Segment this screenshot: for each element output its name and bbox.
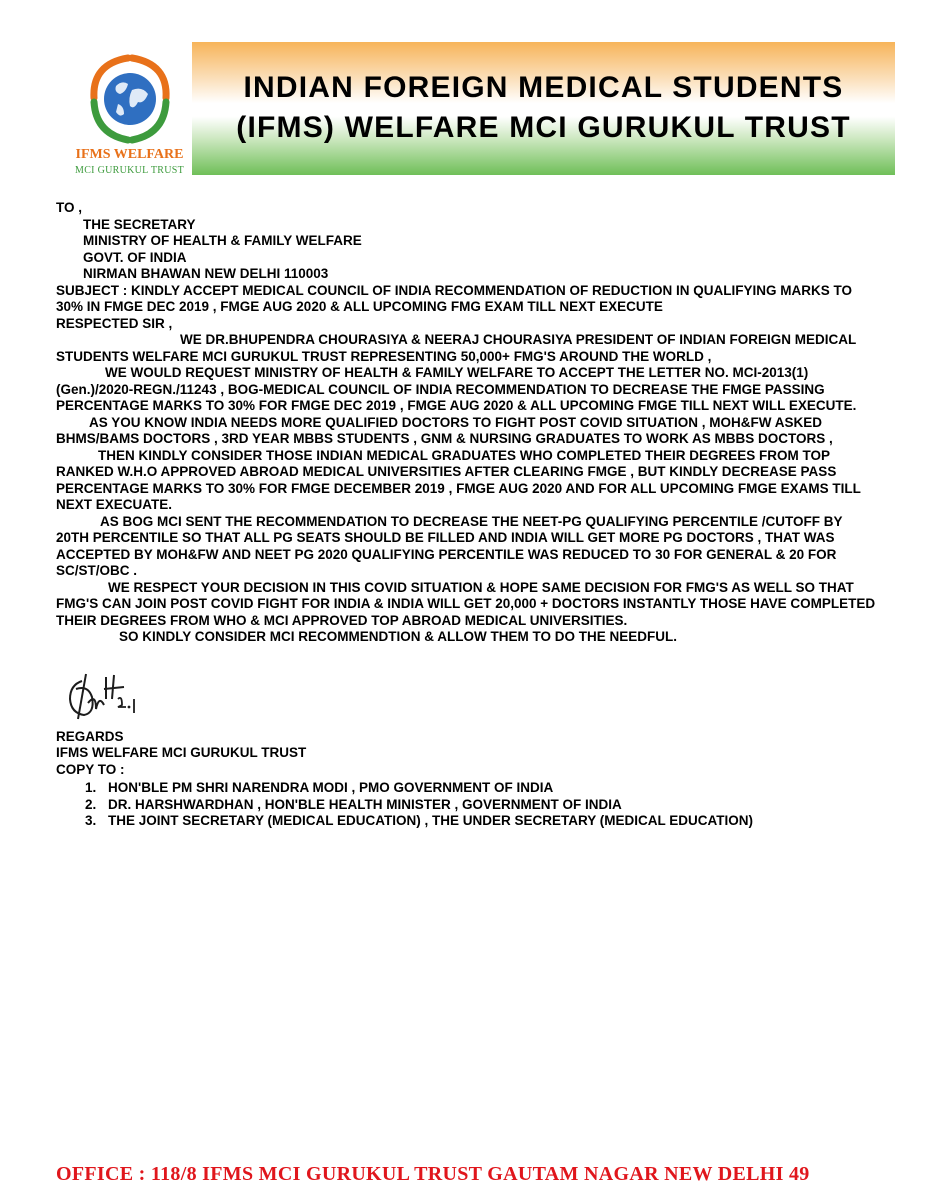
signature-icon bbox=[62, 669, 147, 729]
letterhead bbox=[0, 0, 927, 190]
salutation: RESPECTED SIR , bbox=[56, 315, 173, 331]
globe-hands-icon bbox=[84, 50, 176, 145]
recipient-address bbox=[56, 217, 878, 283]
regards: REGARDS bbox=[56, 728, 124, 744]
office-address-footer: OFFICE : 118/8 IFMS MCI GURUKUL TRUST GAUTAM NAGAR NEW DELHI 49 bbox=[56, 1163, 810, 1185]
address-line: NIRMAN BHAWAN NEW DELHI 110003 bbox=[83, 266, 329, 281]
banner-title-line-1: INDIAN FOREIGN MEDICAL STUDENTS bbox=[243, 71, 844, 104]
subject-line: SUBJECT : KINDLY ACCEPT MEDICAL COUNCIL OF INDIA RECOMMENDATION OF REDUCTION IN QUALIFYING MARKS TO 30% IN FMGE DEC 2019 , FMGE AUG 2020 & ALL UPCOMING FMG EXAM TILL NEXT EXECUTE bbox=[56, 282, 853, 314]
list-item: 3. THE JOINT SECRETARY (MEDICAL EDUCATION) , THE UNDER SECRETARY (MEDICAL EDUCATION) bbox=[100, 813, 878, 830]
paragraph-respect-decision: WE RESPECT YOUR DECISION IN THIS COVID SITUATION & HOPE SAME DECISION FOR FMG'S AS WELL SO THAT FMG'S CAN JOIN POST COVID FIGHT FOR INDIA & INDIA WILL GET 20,000 + DOCTORS INSTANTLY THOSE HAVE COMPLETED THEIR DEGREES FROM WHO & MCI APPROVED TOP ABROAD MEDICAL UNIVERSITIES. bbox=[56, 579, 876, 628]
title-banner bbox=[192, 42, 895, 175]
trust-logo bbox=[62, 50, 197, 180]
copy-to-heading: COPY TO : bbox=[56, 761, 125, 777]
address-line: GOVT. OF INDIA bbox=[83, 249, 187, 265]
address-line: MINISTRY OF HEALTH & FAMILY WELFARE bbox=[83, 233, 362, 248]
paragraph-request: WE WOULD REQUEST MINISTRY OF HEALTH & FAMILY WELFARE TO ACCEPT THE LETTER NO. MCI-2013(1)(Gen.)/2020-REGN./11243 , BOG-MEDICAL COUNCIL OF INDIA RECOMMENDATION TO DECREASE THE FMGE PASSING PERCENTAGE MARKS TO 30% FOR FMGE DEC 2019 , FMGE AUG 2020 & ALL UPCOMING FMGE TILL NEXT WILL EXECUTE. bbox=[56, 365, 857, 413]
copy-to-list bbox=[56, 780, 878, 830]
address-line: THE SECRETARY bbox=[83, 216, 196, 232]
to-line: TO , bbox=[56, 200, 83, 215]
sender-name: IFMS WELFARE MCI GURUKUL TRUST bbox=[56, 745, 307, 760]
banner-title bbox=[192, 68, 895, 148]
paragraph-closing-request: SO KINDLY CONSIDER MCI RECOMMENDTION & ALLOW THEM TO DO THE NEEDFUL. bbox=[119, 629, 678, 644]
logo-subtitle: MCI GURUKUL TRUST bbox=[75, 165, 184, 176]
list-item: 1. HON'BLE PM SHRI NARENDRA MODI , PMO GOVERNMENT OF INDIA bbox=[100, 780, 878, 797]
paragraph-introduction: WE DR.BHUPENDRA CHOURASIYA & NEERAJ CHOURASIYA PRESIDENT OF INDIAN FOREIGN MEDICAL STUDENTS WELFARE MCI GURUKUL TRUST REPRESENTING 50,000+ FMG'S AROUND THE WORLD , bbox=[56, 332, 857, 364]
letter-body bbox=[56, 200, 878, 830]
paragraph-covid-need: AS YOU KNOW INDIA NEEDS MORE QUALIFIED DOCTORS TO FIGHT POST COVID SITUATION , MOH&FW ASKED BHMS/BAMS DOCTORS , 3RD YEAR MBBS STUDENTS , GNM & NURSING GRADUATES TO WORK AS MBBS DOCTORS , bbox=[56, 414, 833, 446]
banner-title-line-2: (IFMS) WELFARE MCI GURUKUL TRUST bbox=[236, 111, 851, 144]
logo-title: IFMS WELFARE bbox=[75, 147, 184, 162]
paragraph-neet-pg: AS BOG MCI SENT THE RECOMMENDATION TO DECREASE THE NEET-PG QUALIFYING PERCENTILE /CUTOFF BY 20TH PERCENTILE SO THAT ALL PG SEATS SHOULD BE FILLED AND INDIA WILL GET MORE PG DOCTORS , THAT WAS ACCEPTED BY MOH&FW AND NEET PG 2020 QUALIFYING PERCENTILE WAS REDUCED TO 30 FOR GENERAL & 20 FOR SC/ST/OBC . bbox=[56, 513, 843, 578]
list-item: 2. DR. HARSHWARDHAN , HON'BLE HEALTH MINISTER , GOVERNMENT OF INDIA bbox=[100, 797, 878, 814]
paragraph-consider-graduates: THEN KINDLY CONSIDER THOSE INDIAN MEDICAL GRADUATES WHO COMPLETED THEIR DEGREES FROM TOP RANKED W.H.O APPROVED ABROAD MEDICAL UNIVERSITIES AFTER CLEARING FMGE , BUT KINDLY DECREASE PASS PERCENTAGE MARKS TO 30% FOR FMGE DECEMBER 2019 , FMGE AUG 2020 AND FOR ALL UPCOMING FMGE EXAMS TILL NEXT EXECUATE. bbox=[56, 447, 861, 512]
